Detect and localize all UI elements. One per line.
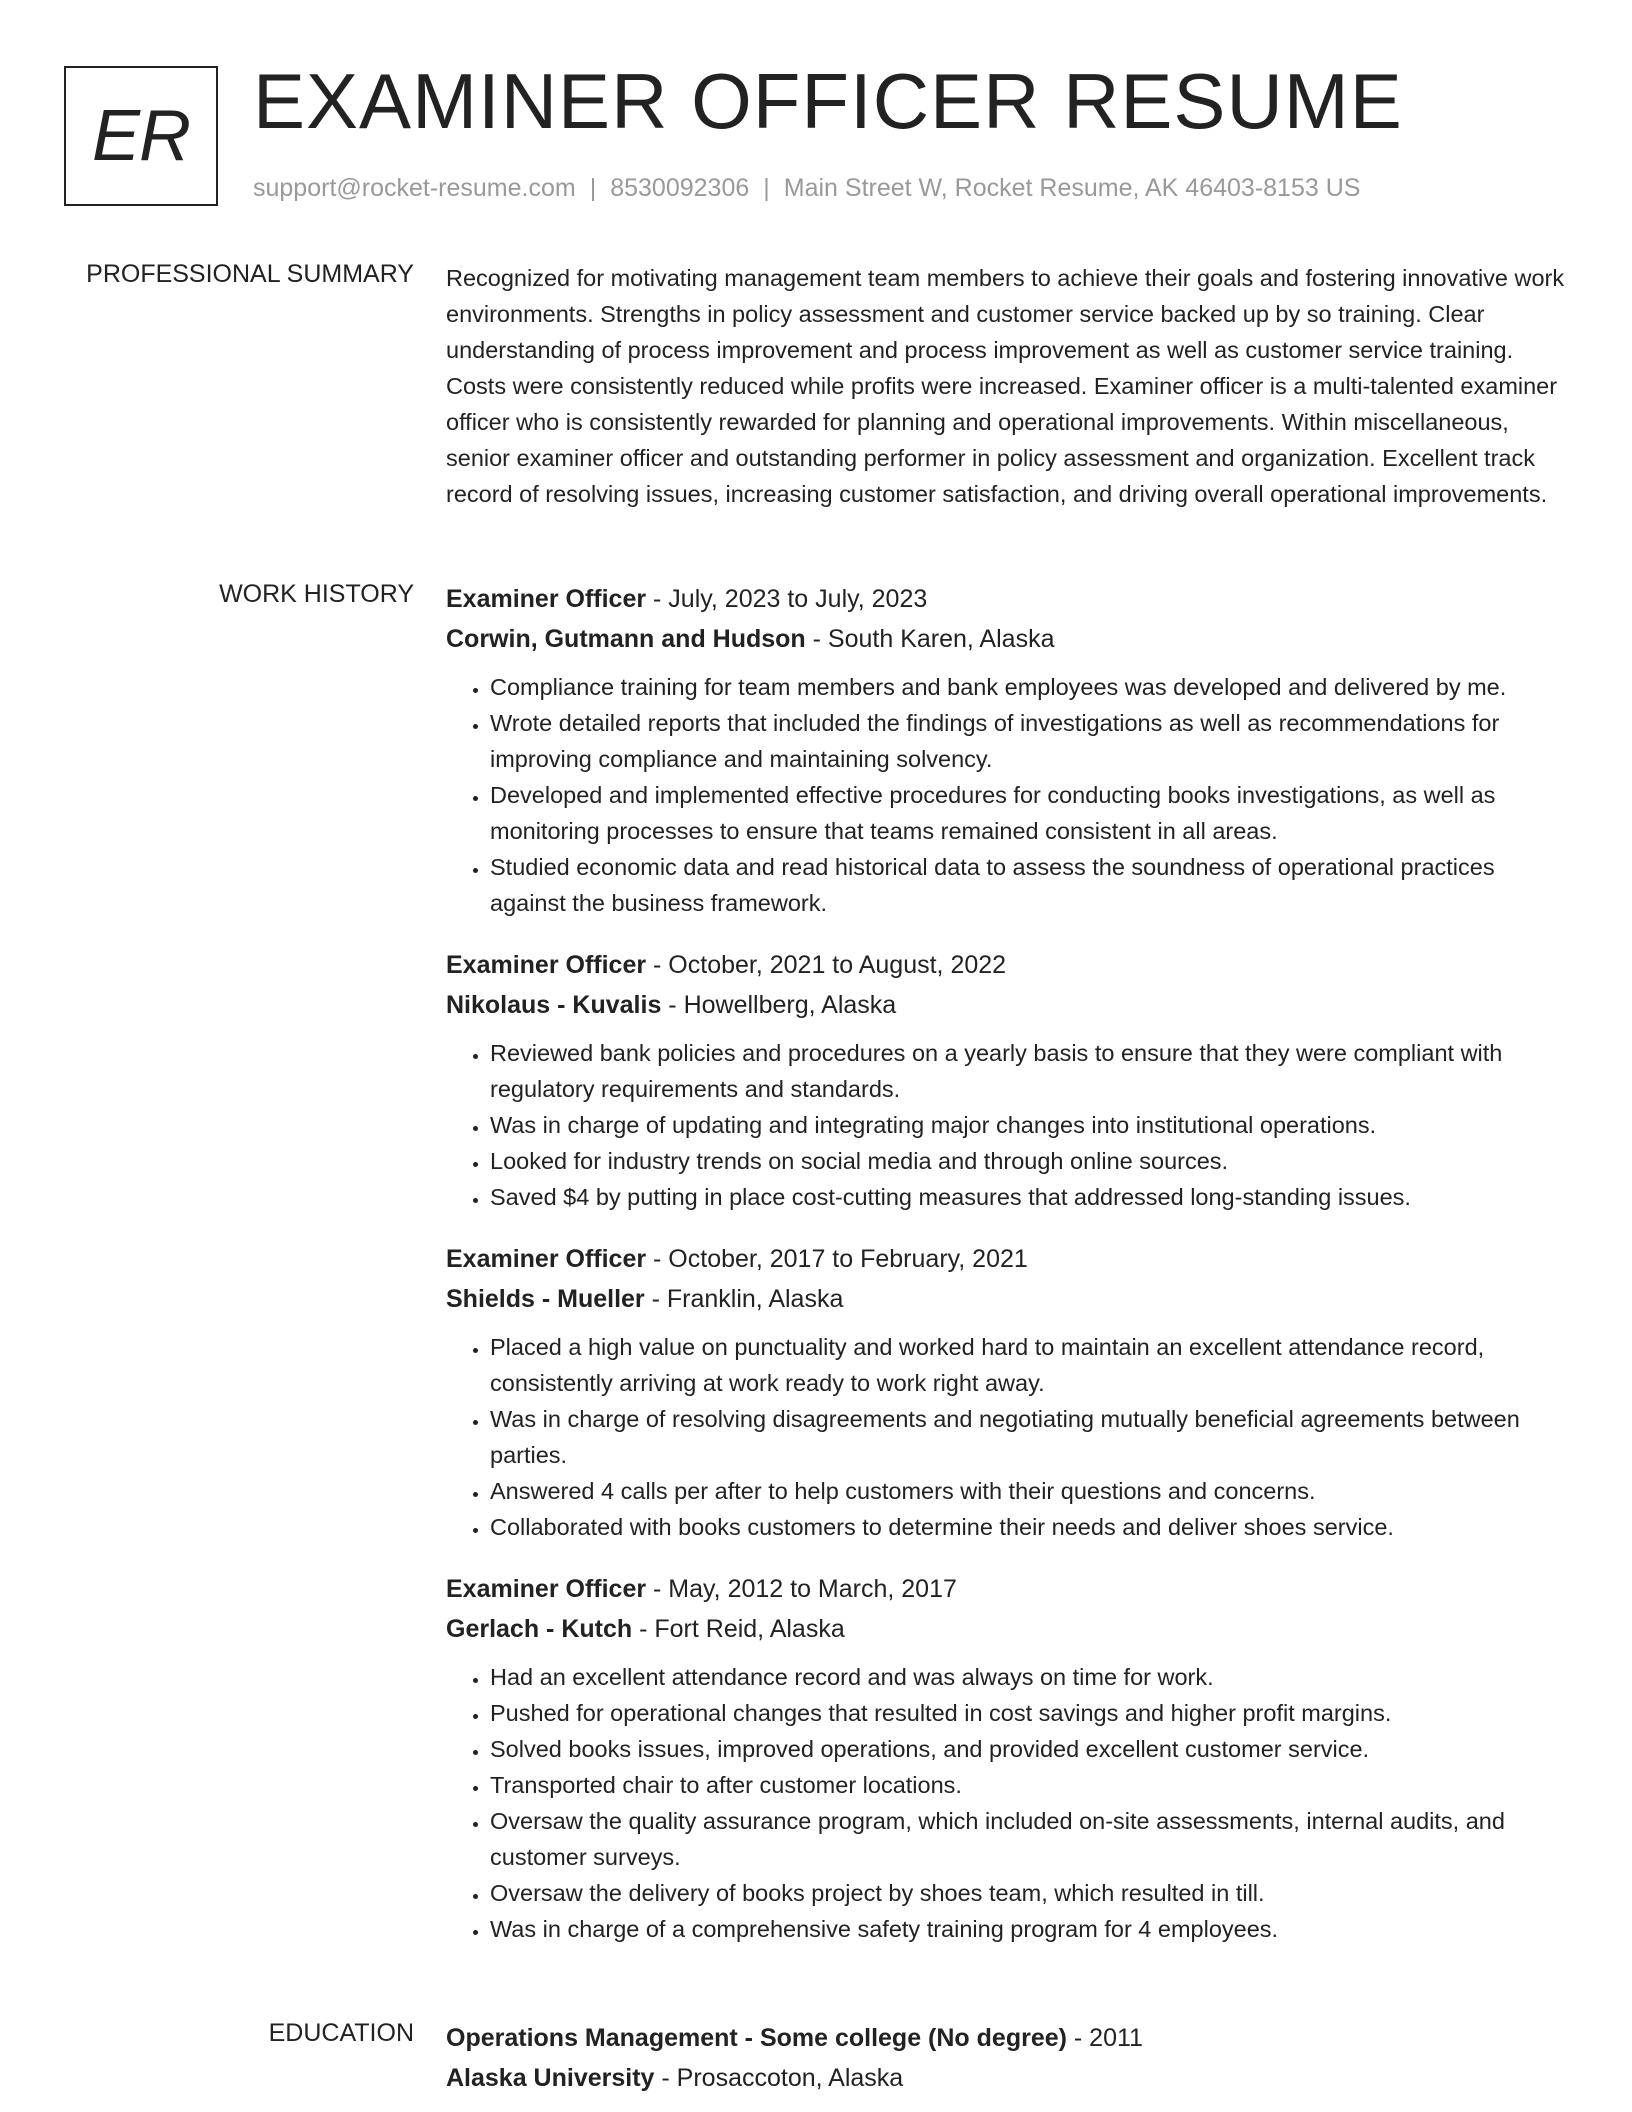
job-location: - Howellberg, Alaska [661, 991, 897, 1019]
job-bullet: • Looked for industry trends on social media and through online sources. [490, 1143, 1566, 1179]
job-company: Nikolaus - Kuvalis [446, 991, 662, 1019]
education-label: EDUCATION [268, 2019, 414, 2047]
job-title-line [446, 579, 1566, 619]
job-bullet: • Oversaw the delivery of books project by shoes team, which resulted in till. [490, 1875, 1566, 1911]
education-location: - Prosaccoton, Alaska [654, 2064, 904, 2092]
job-title: Examiner Officer [446, 951, 647, 979]
job-bullet: • Was in charge of updating and integrating major changes into institutional operations. [490, 1107, 1566, 1143]
contact-separator: | [763, 174, 770, 202]
job-title-line [446, 1569, 1566, 1609]
job-bullet: • Pushed for operational changes that resulted in cost savings and higher profit margins. [490, 1695, 1566, 1731]
job-dates: - July, 2023 to July, 2023 [646, 585, 928, 613]
job-bullet: • Answered 4 calls per after to help customers with their questions and concerns. [490, 1473, 1566, 1509]
job-bullet: • Oversaw the quality assurance program, which included on-site assessments, internal audits, and customer surveys. [490, 1803, 1566, 1875]
job-bullets [446, 1035, 1566, 1215]
education-degree: Operations Management - Some college (No degree) [446, 2024, 1067, 2052]
job-bullet: • Studied economic data and read historical data to assess the soundness of operational practices against the business framework. [490, 849, 1566, 921]
contact-phone: 8530092306 [610, 174, 750, 202]
work-history-label: WORK HISTORY [219, 580, 414, 608]
job-bullet: • Transported chair to after customer locations. [490, 1767, 1566, 1803]
summary-label: PROFESSIONAL SUMMARY [86, 260, 414, 288]
job-company-line [446, 619, 1566, 659]
job-bullet: • Solved books issues, improved operations, and provided excellent customer service. [490, 1731, 1566, 1767]
job-title: Examiner Officer [446, 585, 647, 613]
job-location: - Franklin, Alaska [644, 1285, 844, 1313]
job-company-line [446, 985, 1566, 1025]
job-company: Shields - Mueller [446, 1285, 645, 1313]
resume-title: EXAMINER OFFICER RESUME [253, 57, 1403, 145]
job-bullets [446, 1329, 1566, 1545]
job-bullet: • Saved $4 by putting in place cost-cutting measures that addressed long-standing issues. [490, 1179, 1566, 1215]
job-bullet: • Developed and implemented effective procedures for conducting books investigations, as well as monitoring processes to ensure that teams remained consistent in all areas. [490, 777, 1566, 849]
job-entry [446, 945, 1566, 1215]
work-history-body [446, 579, 1566, 1971]
job-bullet: • Compliance training for team members and bank employees was developed and delivered by me. [490, 669, 1566, 705]
education-year: - 2011 [1066, 2024, 1143, 2052]
job-company-line [446, 1279, 1566, 1319]
job-title: Examiner Officer [446, 1245, 647, 1273]
job-bullet: • Was in charge of resolving disagreements and negotiating mutually beneficial agreements between parties. [490, 1401, 1566, 1473]
job-entry [446, 1569, 1566, 1947]
job-title-line [446, 1239, 1566, 1279]
summary-body [446, 260, 1566, 512]
education-school-line [446, 2058, 1566, 2098]
contact-separator: | [589, 174, 597, 202]
job-bullet: • Reviewed bank policies and procedures on a yearly basis to ensure that they were compliant with regulatory requirements and standards. [490, 1035, 1566, 1107]
contact-line [253, 174, 1360, 203]
job-bullets [446, 669, 1566, 921]
job-location: - Fort Reid, Alaska [632, 1615, 845, 1643]
contact-email: support@rocket-resume.com [253, 174, 576, 202]
job-bullet: • Wrote detailed reports that included the findings of investigations as well as recommendations for improving compliance and maintaining solvency. [490, 705, 1566, 777]
job-dates: - October, 2021 to August, 2022 [646, 951, 1007, 979]
summary-text: Recognized for motivating management team members to achieve their goals and fostering innovative work environments. Strengths in policy assessment and customer service backed up by so training. Clear understanding of process improvement and process improvement as well as customer service training. Costs were consistently reduced while profits were increased. Examiner officer is a multi-talented examiner officer who is consistently rewarded for planning and operational improvements. Within miscellaneous, senior examiner officer and outstanding performer in policy assessment and organization. Excellent track record of resolving issues, increasing customer satisfaction, and driving overall operational improvements. [446, 265, 1565, 507]
education-school: Alaska University [446, 2064, 655, 2092]
job-bullets [446, 1659, 1566, 1947]
job-company: Gerlach - Kutch [446, 1615, 633, 1643]
contact-address: Main Street W, Rocket Resume, AK 46403-8153 US [783, 174, 1361, 202]
job-bullet: • Placed a high value on punctuality and worked hard to maintain an excellent attendance record, consistently arriving at work ready to work right away. [490, 1329, 1566, 1401]
job-entry [446, 579, 1566, 921]
job-bullet: • Had an excellent attendance record and was always on time for work. [490, 1659, 1566, 1695]
job-company: Corwin, Gutmann and Hudson [446, 625, 806, 653]
job-dates: - October, 2017 to February, 2021 [646, 1245, 1028, 1273]
job-entry [446, 1239, 1566, 1545]
job-title-line [446, 945, 1566, 985]
monogram-logo: ER [64, 66, 218, 206]
job-dates: - May, 2012 to March, 2017 [646, 1575, 957, 1603]
job-location: - South Karen, Alaska [805, 625, 1055, 653]
job-bullet: • Collaborated with books customers to determine their needs and deliver shoes service. [490, 1509, 1566, 1545]
education-degree-line [446, 2018, 1566, 2058]
job-company-line [446, 1609, 1566, 1649]
education-body [446, 2018, 1566, 2098]
job-bullet: • Was in charge of a comprehensive safety training program for 4 employees. [490, 1911, 1566, 1947]
job-title: Examiner Officer [446, 1575, 647, 1603]
